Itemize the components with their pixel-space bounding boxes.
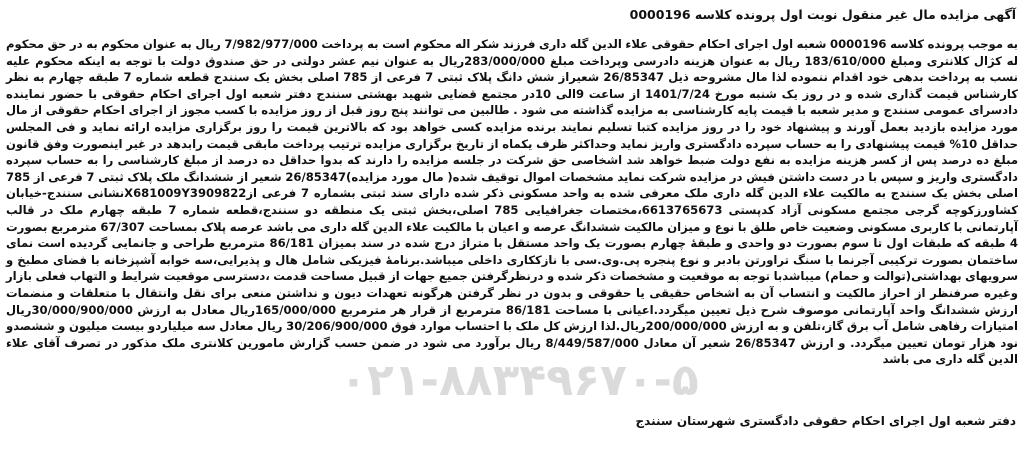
notice-title: آگهی مزایده مال غیر منقول نوبت اول پرونده کلاسه 0000196 — [629, 7, 1016, 22]
notice-footer-signature: دفتر شعبه اول اجرای احکام حقوقی دادگستری شهرستان سنندج — [635, 413, 1016, 428]
notice-body: به موجب پرونده کلاسه 0000196 شعبه اول اجرای احکام حقوقی علاء الدین گله داری فرزند شکر اله محکوم است به پرداخت 7/982/977/000 ریال به عنوان محکوم به در حق محکوم له کژال کلانتری ومبلغ 183/610/000 ریال به عنوان هزینه دادرسی وپرداخت مبلغ 283/000/000ریال به عنوان نیم عشر دولتی در حق صندوق دولت با توجه به اینکه محکوم علیه نسب به پرداخت بدهی خود اقدام ننموده لذا مال مشروحه ذیل 26/85347 شعیراز شش دانگ پلاک ثبتی 7 فرعی از 785 اصلی بخش یک سنندج قطعه شماره 7 طبقه چهارم به نظر کارشناس قیمت گذاری شده و در روز یک شنبه مورخ 1401/7/24 از ساعت 9الی 10در مجتمع قضایی شهید بهشتی سنندج دفتر شعبه اول اجرای احکام حقوقی با حضور نماینده دادسرای عمومی سنندج و مدیر شعبه با قیمت پایه کارشناسی به مزایده گذاشته می شود . طالبین می توانند پنج روز قبل از روز مزایده با کسب مجوز از اجرای احکام حقوقی از مال مورد مزایده بازدید بعمل آورند و پیشنهاد خود را در روز مزایده کتبا تسلیم نمایند برنده مزایده کسی خواهد بود که بالاترین قیمت را روز برگزاری مزایده ارائه نماید و فی المجلس حداقل 10% قیمت پیشنهادی را به حساب سپرده دادگستری واریز نماید وحداکثر ظرف یکماه از تاریخ برگزاری مزایده ترتیب پرداخت مابقی قیمت رابدهد در غیر اینصورت وفق قانون مبلغ ده درصد پس از کسر هزینه مزایده به نفع دولت ضبط خواهد شد اشخاصی حق شرکت در جلسه مزایده را دارند که بدوا حداقل ده درصد از مبلغ کارشناسی را به حساب سپرده دادگستری واریز و سپس با در دست داشتن فیش در مزایده شرکت نماید مشخصات اموال توقیف شده( مال مورد مزایده)26/85347 شعیر از ششدانگ ملک پلاک ثبتی 7 فرعی از 785 اصلی بخش یک سنندج به مالکیت علاء الدین گله داری ملک معرفی شده به واحد مسکونی ذکر شده دارای سند ثبتی بشماره 7 فرعی ازX681009Y3909822نشانی سنندج-خیابان کشاورزکوچه گرجی مجتمع مسکونی آزاد کدپستی 6613765673،مختصات جغرافیایی 785 اصلی،بخش ثبتی یک منطقه دو سنندج،قطعه شماره 7 طبقه چهارم ملک در قالب آپارتمانی با کاربری مسکونی وضعیت خاص طلق با نوع و میزان مالکیت ششدانگ عرصه و اعیان با مالکیت علاء الدین گله داری می باشد عرصه پلاک بمساحت 67/307 مترمربع بصورت 4 طبقه که طبقات اول تا سوم بصورت دو واحدی و طبقۀ چهارم بصورت یک واحد مستقل با متراژ درج شده در سند بمیزان 86/181 مترمربع طراحی و جانمایی گردیده است نمای ساختمان بصورت ترکیبی آجرنما با سنگ تراورتن بادبر و نوع پنجره پی.وی.سی با نازککاری داخلی میباشد.برنامۀ فیزیکی شامل هال و پذیرایی،سه خوابه آشپزخانه با فضای مطبخ و سرویهای بهداشتی(توالت و حمام) میباشدبا توجه به موقعیت و مشخصات ذکر شده و درنظرگرفتن جمیع جهات از قبیل مساحت قدمت ،دسترسی موقعیت شرایط و التهاب فعلی بازار وغیره صرفنظر از احراز مالکیت و انتساب آن به اشخاص حقیقی یا حقوقی و بدون در نظر گرفتن هرگونه تعهدات دیون و نداشتن منعی برای نقل وانتقال با متعلقات و منضمات ارزش ششدانگ واحد آپارتمانی موصوف شرح ذیل تعیین میگردد.اعیانی با مساحت 86/181 مترمربع از قرار هر مترمربع 165/000/000ریال معادل به ارزش 30/000/900/000ریال امتیازات رفاهی شامل آب برق گاز،تلفن و به ارزش 200/000/000ریال.لذا ارزش کل ملک با احتساب موارد فوق 30/206/900/000 ریال معادل سه میلیاردو بیست میلیون و ششصدو نود هزار تومان تعیین میگردد. و ارزش 26/85347 شعیر آن معادل 8/449/587/000 ریال برآورد می شود در ضمن حسب گزارش مامورین کلانتری ملک مذکور در تصرف آقای علاء الدین گله داری می باشد — [6, 37, 1019, 367]
phone-watermark: ۰۲۱-۸۸۳۴۹۶۷۰-۵ — [340, 355, 699, 406]
auction-notice — [6, 4, 1018, 428]
